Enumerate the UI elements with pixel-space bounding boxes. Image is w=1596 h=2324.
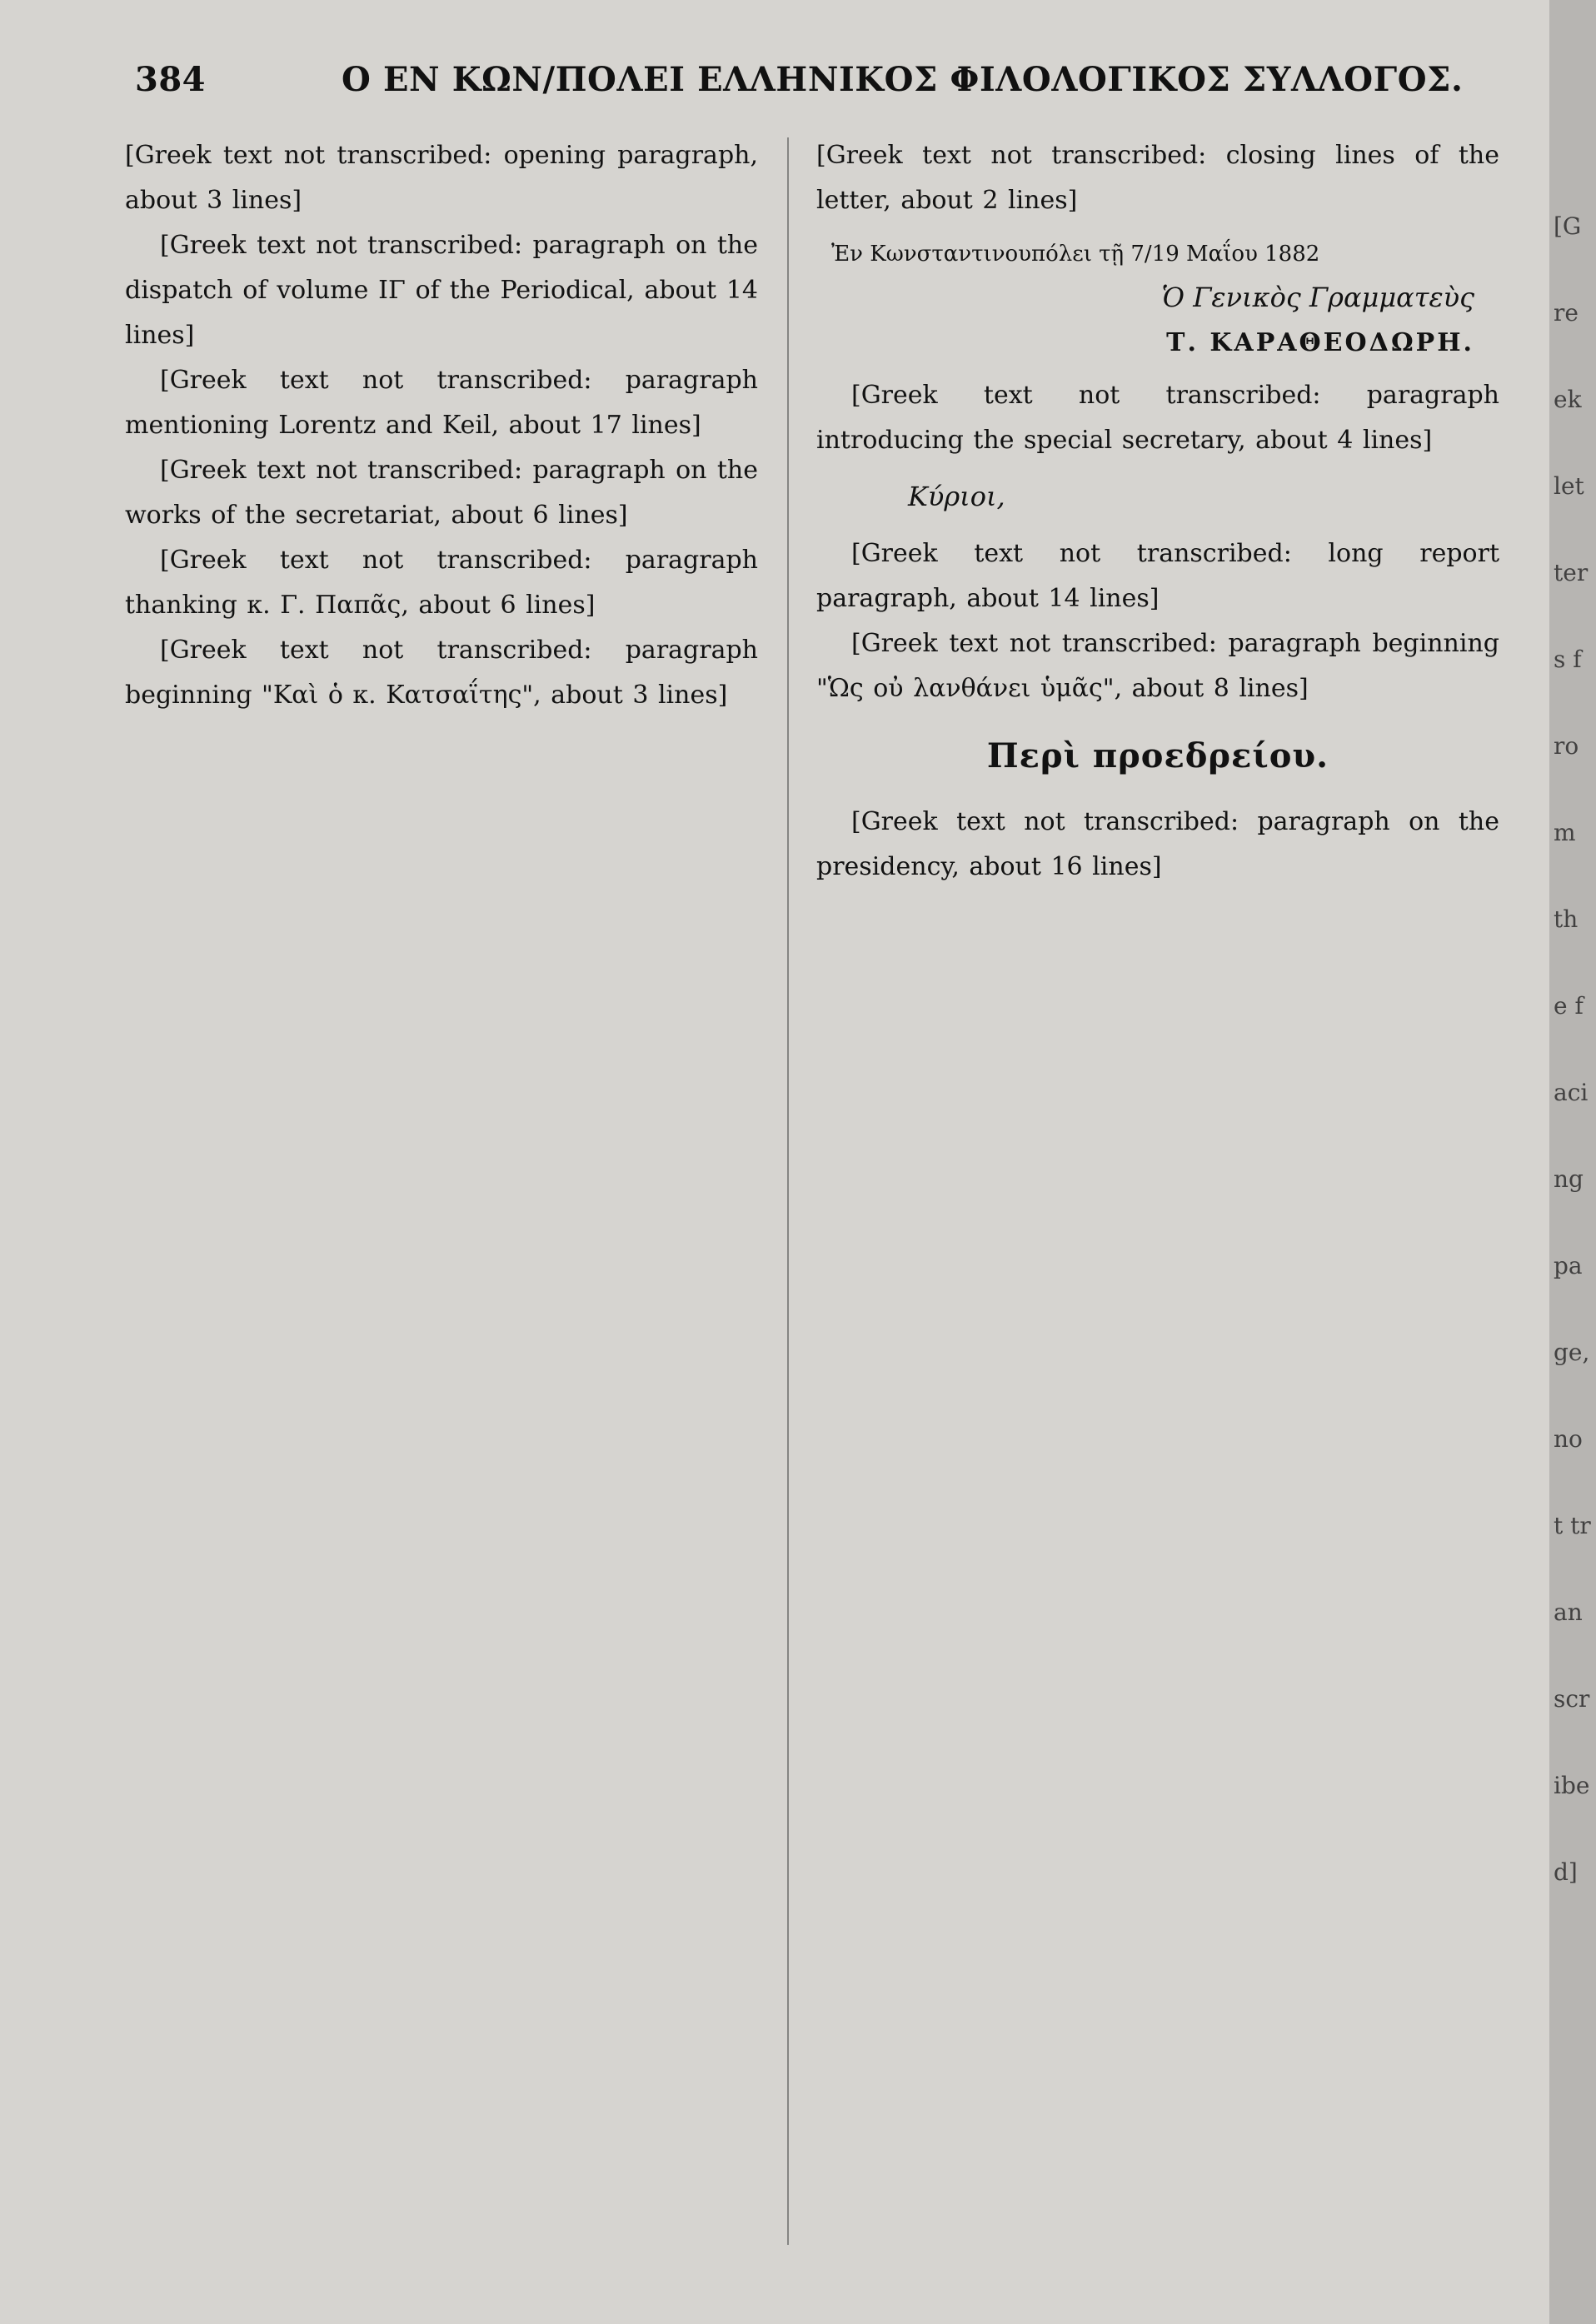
left-paragraph-4: [Greek text not transcribed: paragraph on the works of the secretariat, about 6 lines] <box>125 456 758 530</box>
right-paragraph-4: [Greek text not transcribed: paragraph beginning "Ὡς οὐ λανθάνει ὑμᾶς", about 8 lines] <box>816 629 1499 703</box>
left-paragraph-6: [Greek text not transcribed: paragraph beginning "Καὶ ὁ κ. Κατσαΐτης", about 3 lines] <box>125 636 758 710</box>
page-number: 384 <box>135 60 206 99</box>
page-header <box>125 52 1524 110</box>
signature-title: Ὁ Γενικὸς Γραμματεὺς <box>1161 282 1474 313</box>
right-paragraph-1: [Greek text not transcribed: closing lines of the letter, about 2 lines] <box>816 141 1499 215</box>
column-divider <box>787 137 789 2245</box>
facing-page-fragment: [Greek letters from the facing page, not transcribed] <box>1554 212 1591 1886</box>
right-paragraph-5: [Greek text not transcribed: paragraph on the presidency, about 16 lines] <box>816 807 1499 881</box>
date-line: Ἐν Κωνσταντινουπόλει τῇ 7/19 Μαΐου 1882 <box>831 242 1320 267</box>
left-paragraph-5: [Greek text not transcribed: paragraph thanking κ. Γ. Παπᾶς, about 6 lines] <box>125 546 758 620</box>
right-paragraph-3: [Greek text not transcribed: long report paragraph, about 14 lines] <box>816 539 1499 613</box>
greeting: Κύριοι, <box>908 481 1005 512</box>
left-paragraph-1: [Greek text not transcribed: opening paragraph, about 3 lines] <box>125 141 758 215</box>
right-column <box>816 133 1499 2266</box>
section-heading: Περὶ προεδρείου. <box>986 736 1329 775</box>
left-paragraph-3: [Greek text not transcribed: paragraph mentioning Lorentz and Keil, about 17 lines] <box>125 366 758 440</box>
right-paragraph-2: [Greek text not transcribed: paragraph introducing the special secretary, about 4 lines] <box>816 381 1499 455</box>
left-paragraph-2: [Greek text not transcribed: paragraph on the dispatch of volume IΓ of the Periodical, about 14 lines] <box>125 231 758 350</box>
signature-name: Τ. ΚΑΡΑΘΕΟΔΩΡΗ. <box>1166 328 1474 357</box>
running-title: Ο ΕΝ ΚΩΝ/ΠΟΛΕΙ ΕΛΛΗΝΙΚΟΣ ΦΙΛΟΛΟΓΙΚΟΣ ΣΥΛΛΟΓΟΣ. <box>342 60 1464 99</box>
left-column <box>125 133 758 2266</box>
